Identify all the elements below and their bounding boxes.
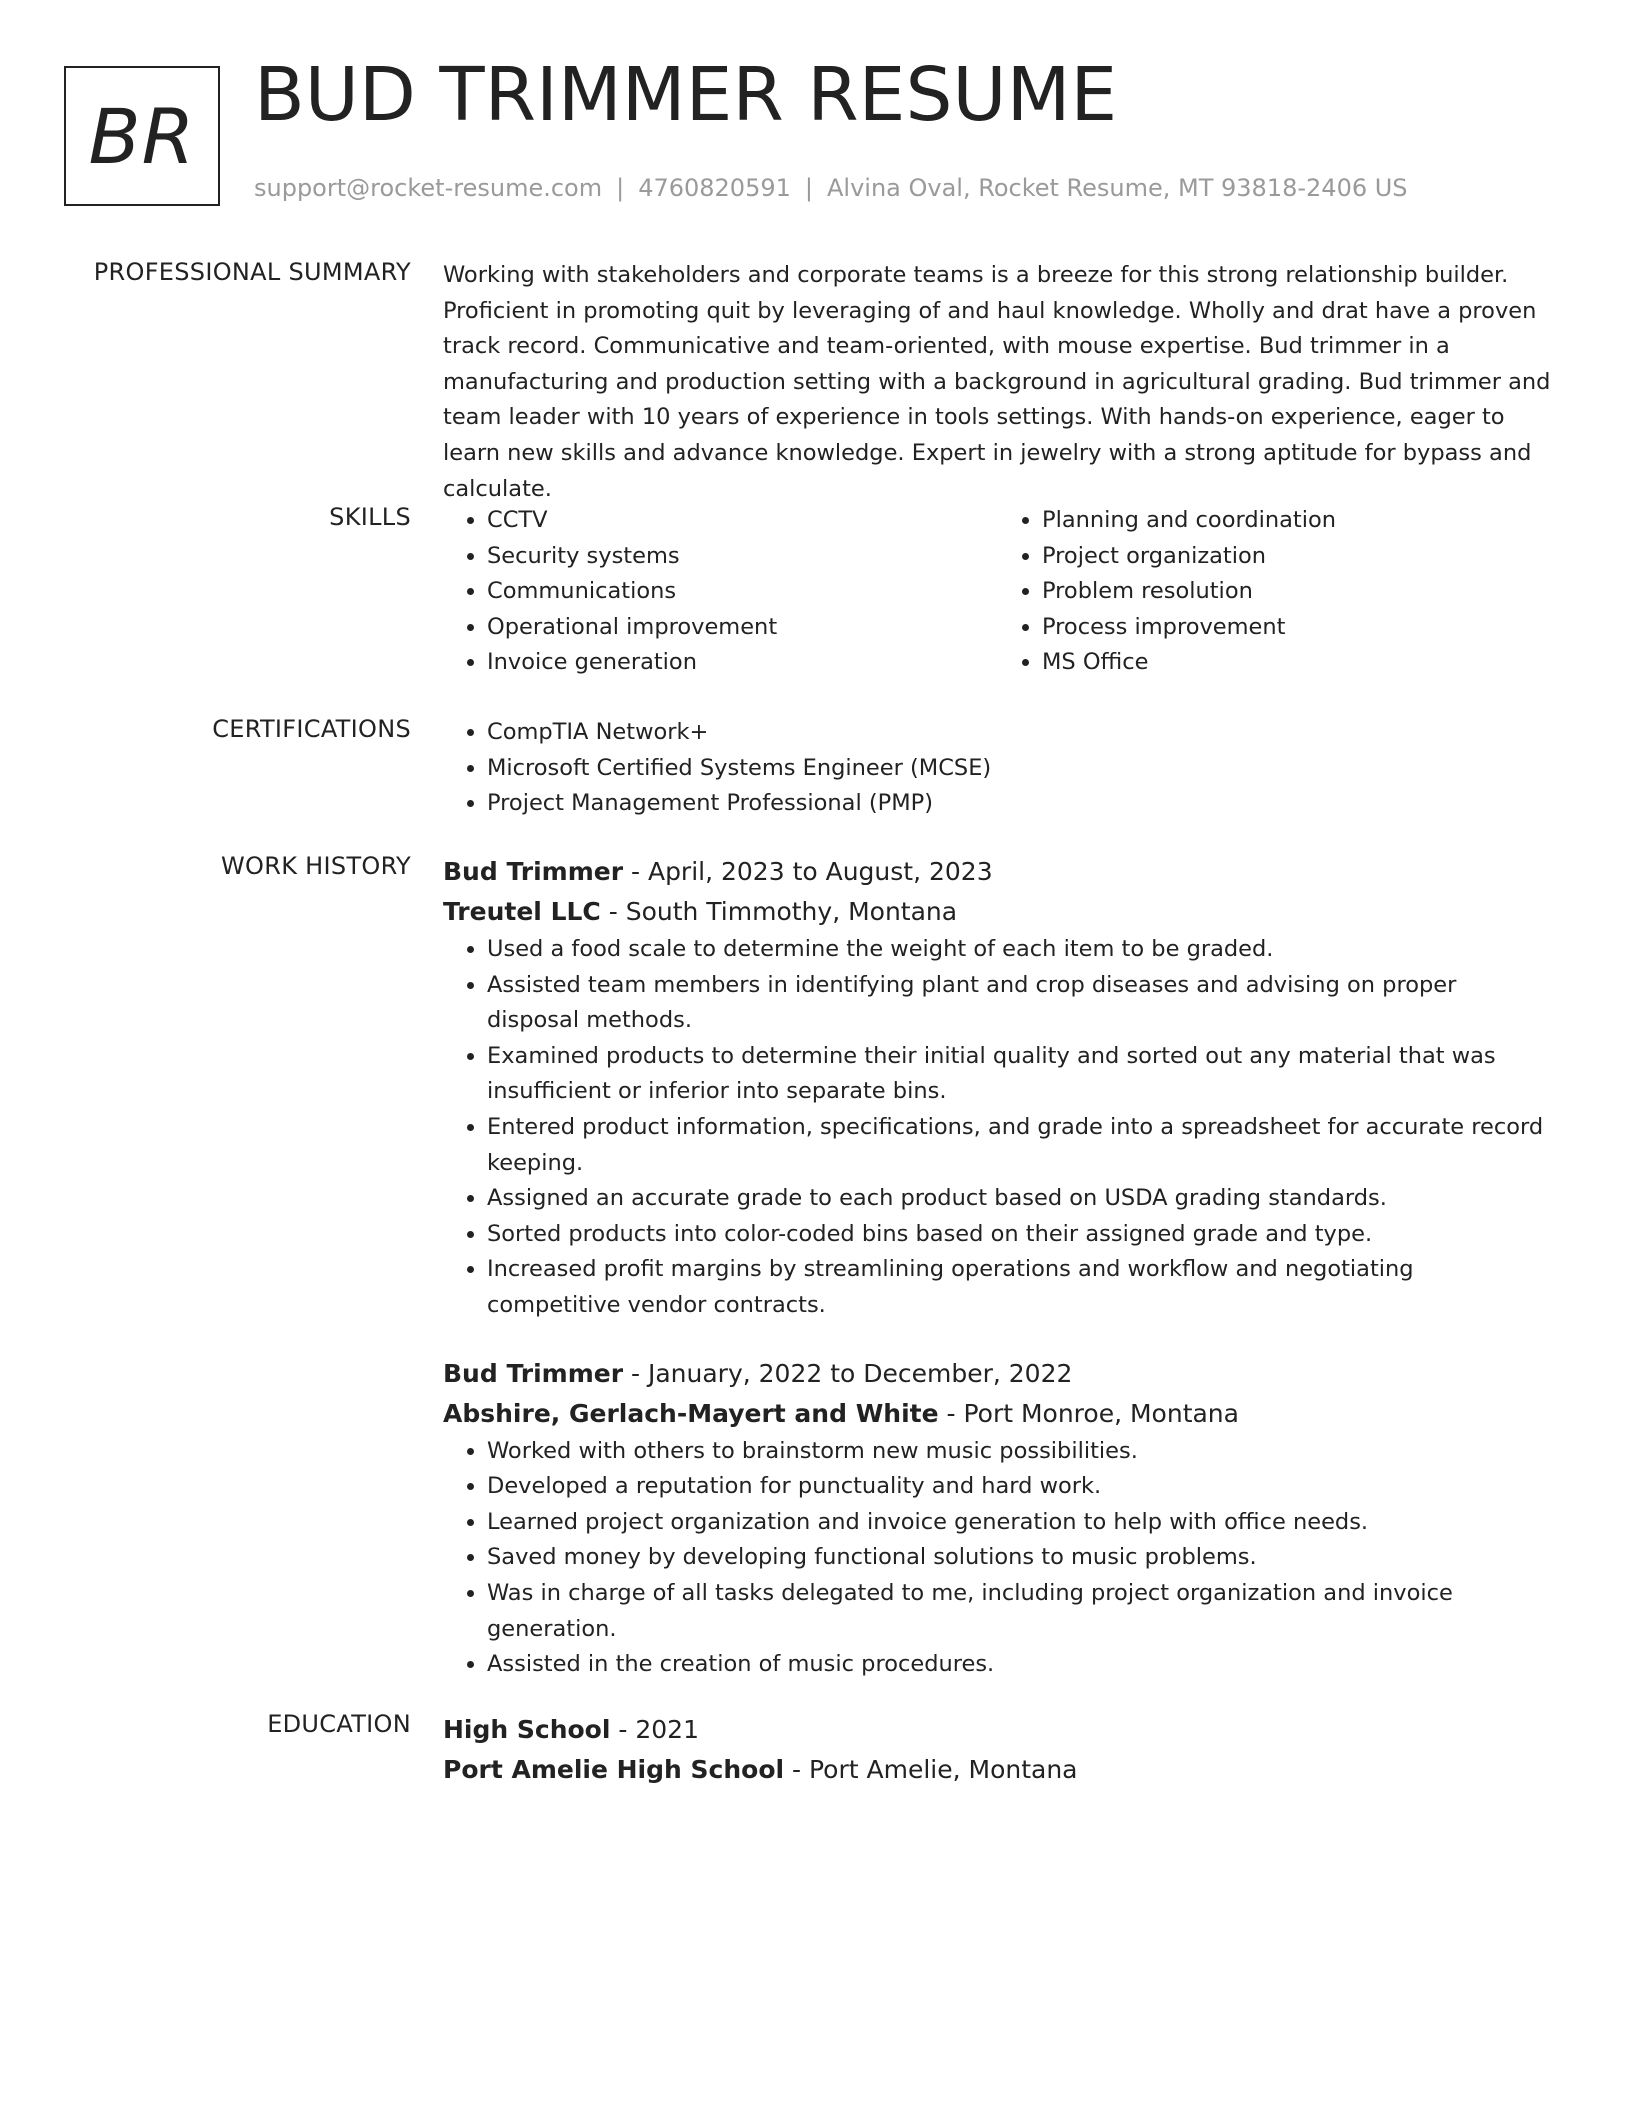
job-duty: • Was in charge of all tasks delegated to me, including project organization and invoice generation. (487, 1576, 1553, 1647)
job-duties-list (443, 1434, 1553, 1683)
job-duty: • Examined products to determine their initial quality and sorted out any material that was insufficient or inferior into separate bins. (487, 1039, 1553, 1110)
contact-address: Alvina Oval, Rocket Resume, MT 93818-2406 US (826, 174, 1408, 202)
skill-item: • Process improvement (1042, 610, 1553, 646)
section-title-work-history: WORK HISTORY (221, 852, 411, 880)
job-dates: - April, 2023 to August, 2023 (623, 857, 993, 886)
job-company: Abshire, Gerlach-Mayert and White (443, 1398, 939, 1428)
job-location: - South Timmothy, Montana (600, 897, 958, 926)
contact-line (254, 174, 1408, 202)
job-duty: • Sorted products into color-coded bins based on their assigned grade and type. (487, 1217, 1553, 1253)
skills-list-right (998, 503, 1553, 681)
job-duty: • Assisted in the creation of music procedures. (487, 1647, 1553, 1683)
job-duty: • Developed a reputation for punctuality and hard work. (487, 1469, 1553, 1505)
job-title-line (443, 852, 1553, 892)
education-school-line (443, 1750, 1553, 1790)
job-duty: • Worked with others to brainstorm new music possibilities. (487, 1434, 1553, 1470)
certifications-body (443, 715, 1553, 822)
section-title-skills: SKILLS (329, 503, 411, 531)
job-duty: • Increased profit margins by streamlining operations and workflow and negotiating competitive vendor contracts. (487, 1252, 1553, 1323)
skills-grid (443, 503, 1553, 681)
section-title-summary: PROFESSIONAL SUMMARY (93, 258, 411, 286)
section-title-education: EDUCATION (267, 1710, 411, 1738)
job-company-line (443, 892, 1553, 932)
job-company-line (443, 1394, 1553, 1434)
job-duty: • Used a food scale to determine the weight of each item to be graded. (487, 932, 1553, 968)
monogram: BR (64, 66, 220, 206)
contact-email: support@rocket-resume.com (254, 174, 603, 202)
job-role: Bud Trimmer (443, 857, 624, 886)
skill-item: • Security systems (487, 539, 998, 575)
contact-separator: | (804, 174, 813, 202)
job-duty: • Assigned an accurate grade to each product based on USDA grading standards. (487, 1181, 1553, 1217)
summary-text: Working with stakeholders and corporate teams is a breeze for this strong relationship builder. Proficient in promoting quit by leveraging of and haul knowledge. Wholly and drat have a proven track record. Communicative and team-oriented, with mouse expertise. Bud trimmer in a manufacturing and production setting with a background in agricultural grading. Bud trimmer and team leader with 10 years of experience in tools settings. With hands-on experience, eager to learn new skills and advance knowledge. Expert in jewelry with a strong aptitude for bypass and calculate. (443, 262, 1551, 502)
summary-body (443, 258, 1553, 507)
education-degree: High School (443, 1715, 611, 1744)
skill-item: • Problem resolution (1042, 574, 1553, 610)
contact-phone: 4760820591 (638, 174, 791, 202)
job-duty: • Assisted team members in identifying plant and crop diseases and advising on proper disposal methods. (487, 968, 1553, 1039)
skill-item: • Communications (487, 574, 998, 610)
education-year: - 2021 (610, 1715, 699, 1744)
certification-item: • CompTIA Network+ (487, 715, 1553, 751)
job-duty: • Learned project organization and invoice generation to help with office needs. (487, 1505, 1553, 1541)
skill-item: • Planning and coordination (1042, 503, 1553, 539)
skills-body (443, 503, 1553, 681)
skill-item: • CCTV (487, 503, 998, 539)
job-location: - Port Monroe, Montana (938, 1398, 1239, 1428)
skills-list-left (443, 503, 998, 681)
job-duties-list (443, 932, 1553, 1324)
job-title-line (443, 1354, 1553, 1394)
job-dates: - January, 2022 to December, 2022 (623, 1358, 1073, 1388)
education-degree-line (443, 1710, 1553, 1750)
contact-separator: | (616, 174, 625, 202)
education-school: Port Amelie High School (443, 1755, 785, 1784)
certifications-list (443, 715, 1553, 822)
work-history-body (443, 852, 1553, 1683)
skill-item: • Invoice generation (487, 645, 998, 681)
education-location: - Port Amelie, Montana (784, 1755, 1078, 1784)
job-role: Bud Trimmer (443, 1358, 624, 1388)
education-body (443, 1710, 1553, 1790)
skill-item: • MS Office (1042, 645, 1553, 681)
skill-item: • Operational improvement (487, 610, 998, 646)
skill-item: • Project organization (1042, 539, 1553, 575)
job-company: Treutel LLC (443, 897, 601, 926)
job-entry (443, 1354, 1553, 1683)
job-entry (443, 852, 1553, 1324)
section-title-certifications: CERTIFICATIONS (212, 715, 411, 743)
job-duty: • Entered product information, specifications, and grade into a spreadsheet for accurate record keeping. (487, 1110, 1553, 1181)
certification-item: • Microsoft Certified Systems Engineer (MCSE) (487, 751, 1553, 787)
job-duty: • Saved money by developing functional solutions to music problems. (487, 1540, 1553, 1576)
resume-title: BUD TRIMMER RESUME (254, 52, 1118, 138)
certification-item: • Project Management Professional (PMP) (487, 786, 1553, 822)
